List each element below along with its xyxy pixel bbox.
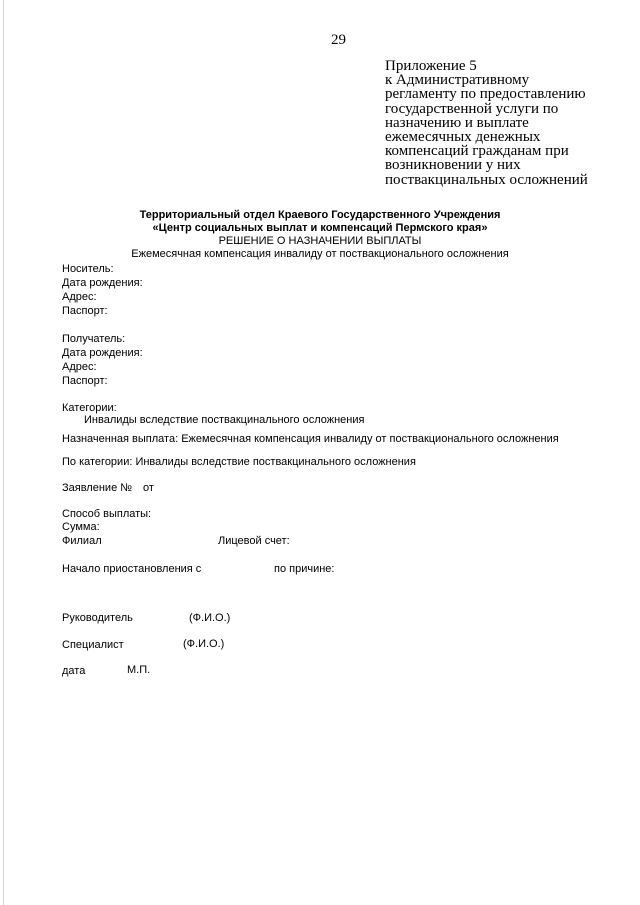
suspension-reason-label: по причине: — [274, 563, 335, 575]
payment-branch-label: Филиал — [62, 535, 102, 547]
application-from-label: от — [143, 482, 154, 494]
appendix-line: регламенту по предоставлению — [385, 86, 586, 103]
carrier-birth-date-label: Дата рождения: — [62, 277, 143, 289]
org-name-line2: «Центр социальных выплат и компенсаций Пермского края» — [152, 222, 488, 234]
by-category: По категории: Инвалиды вследствие поствакцинального осложнения — [62, 456, 416, 468]
categories-label: Категории: — [62, 402, 117, 414]
categories-value: Инвалиды вследствие поствакцинального осложнения — [84, 414, 365, 426]
payment-method-label: Способ выплаты: — [62, 508, 152, 520]
recipient-address-label: Адрес: — [62, 361, 97, 373]
scan-edge-line — [3, 0, 4, 905]
carrier-label: Носитель: — [62, 263, 114, 275]
appendix-line: государственной услуги по — [385, 100, 559, 117]
appendix-line: ежемесячных денежных — [385, 129, 541, 146]
org-name-line1: Территориальный отдел Краевого Государственного Учреждения — [139, 209, 501, 221]
appendix-line: возникновении у них — [385, 157, 521, 174]
decision-subtitle: Ежемесячная компенсация инвалиду от поствакционального осложнения — [131, 248, 509, 260]
decision-title: РЕШЕНИЕ О НАЗНАЧЕНИИ ВЫПЛАТЫ — [218, 235, 422, 247]
appendix-line: поствакцинальных осложнений — [385, 171, 588, 188]
recipient-passport-label: Паспорт: — [62, 375, 108, 387]
recipient-birth-date-label: Дата рождения: — [62, 347, 143, 359]
carrier-address-label: Адрес: — [62, 291, 97, 303]
carrier-passport-label: Паспорт: — [62, 305, 108, 317]
appendix-line: назначению и выплате — [385, 114, 529, 131]
payment-sum-label: Сумма: — [62, 521, 100, 533]
appendix-line: Приложение 5 — [385, 58, 477, 74]
head-fio: (Ф.И.О.) — [189, 612, 231, 624]
assigned-payment: Назначенная выплата: Ежемесячная компенсация инвалиду от поствакционального осложнения — [62, 433, 559, 445]
suspension-start-label: Начало приостановления с — [62, 563, 202, 575]
head-label: Руководитель — [62, 612, 133, 624]
appendix-line: компенсаций гражданам при — [385, 143, 569, 160]
recipient-label: Получатель: — [62, 333, 126, 345]
date-label: дата — [62, 665, 86, 677]
application-label: Заявление № — [62, 482, 133, 494]
appendix-line: к Административному — [385, 72, 530, 89]
specialist-fio: (Ф.И.О.) — [183, 638, 225, 650]
specialist-label: Специалист — [62, 639, 124, 651]
payment-account-label: Лицевой счет: — [218, 535, 290, 547]
stamp-label: М.П. — [127, 664, 151, 676]
appendix-block — [385, 59, 588, 187]
page-number: 29 — [331, 32, 346, 48]
